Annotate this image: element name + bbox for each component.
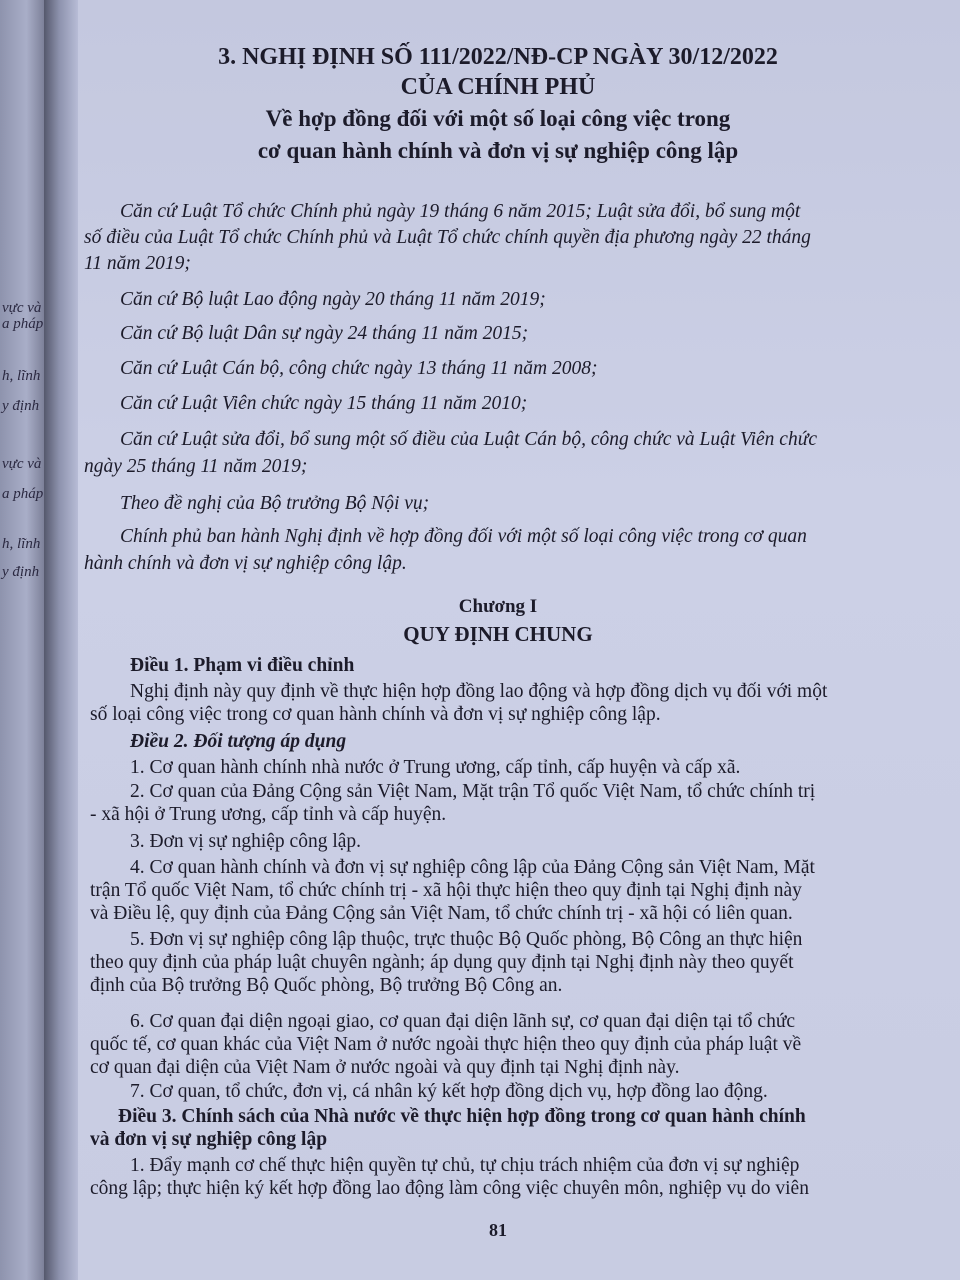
page-content bbox=[78, 0, 960, 1280]
body-line: định của Bộ trưởng Bộ Quốc phòng, Bộ trưởng Bộ Công an. bbox=[90, 975, 563, 996]
book-page bbox=[78, 0, 960, 1280]
body-line: 1. Đẩy mạnh cơ chế thực hiện quyền tự chủ, tự chịu trách nhiệm của đơn vị sự nghiệp bbox=[130, 1155, 800, 1176]
body-line: 1. Cơ quan hành chính nhà nước ở Trung ương, cấp tỉnh, cấp huyện và cấp xã. bbox=[130, 757, 741, 778]
article-heading: và đơn vị sự nghiệp công lập bbox=[90, 1129, 328, 1150]
preamble-line: Căn cứ Bộ luật Lao động ngày 20 tháng 11 năm 2019; bbox=[120, 289, 546, 310]
margin-fragment: h, lĩnh bbox=[2, 536, 41, 552]
preamble-line: Chính phủ ban hành Nghị định về hợp đồng đối với một số loại công việc trong cơ quan bbox=[120, 526, 807, 547]
margin-fragment: h, lĩnh bbox=[2, 368, 41, 384]
body-line: 2. Cơ quan của Đảng Cộng sản Việt Nam, Mặt trận Tổ quốc Việt Nam, tổ chức chính trị bbox=[130, 781, 816, 802]
page-number: 81 bbox=[489, 1220, 507, 1240]
preamble-line: Căn cứ Luật Tổ chức Chính phủ ngày 19 tháng 6 năm 2015; Luật sửa đổi, bổ sung một bbox=[120, 201, 801, 222]
body-line: 5. Đơn vị sự nghiệp công lập thuộc, trực thuộc Bộ Quốc phòng, Bộ Công an thực hiện bbox=[130, 929, 803, 950]
margin-fragment: vực và bbox=[2, 456, 42, 472]
issuer-title: CỦA CHÍNH PHỦ bbox=[400, 74, 596, 100]
preamble-line: Căn cứ Luật Viên chức ngày 15 tháng 11 năm 2010; bbox=[120, 393, 528, 414]
body-line: theo quy định của pháp luật chuyên ngành; áp dụng quy định tại Nghị định này theo quyết bbox=[90, 952, 794, 973]
body-line: cơ quan đại diện của Việt Nam ở nước ngoài và quy định tại Nghị định này. bbox=[90, 1057, 680, 1078]
body-line: Nghị định này quy định về thực hiện hợp đồng lao động và hợp đồng dịch vụ đối với một bbox=[130, 681, 828, 702]
preamble-line: Theo đề nghị của Bộ trưởng Bộ Nội vụ; bbox=[120, 493, 430, 514]
preamble-line: hành chính và đơn vị sự nghiệp công lập. bbox=[84, 553, 407, 574]
margin-fragment: a pháp bbox=[2, 316, 44, 332]
margin-fragment: y định bbox=[2, 564, 40, 580]
preamble-line: Căn cứ Bộ luật Dân sự ngày 24 tháng 11 năm 2015; bbox=[120, 323, 529, 344]
body-line: - xã hội ở Trung ương, cấp tỉnh và cấp huyện. bbox=[90, 804, 447, 825]
preamble-line: số điều của Luật Tổ chức Chính phủ và Luật Tổ chức chính quyền địa phương ngày 22 tháng bbox=[84, 227, 811, 248]
preamble-line: Căn cứ Luật sửa đổi, bổ sung một số điều của Luật Cán bộ, công chức và Luật Viên chức bbox=[120, 429, 818, 450]
body-line: công lập; thực hiện ký kết hợp đồng lao động làm công việc chuyên môn, nghiệp vụ do viên bbox=[90, 1178, 809, 1199]
body-line: số loại công việc trong cơ quan hành chính và đơn vị sự nghiệp công lập. bbox=[90, 704, 661, 725]
body-line: 6. Cơ quan đại diện ngoại giao, cơ quan đại diện lãnh sự, cơ quan đại diện tại tổ chức bbox=[130, 1011, 796, 1032]
decree-title: 3. NGHỊ ĐỊNH SỐ 111/2022/NĐ-CP NGÀY 30/12/2022 bbox=[218, 44, 778, 70]
decree-subject-line1: Về hợp đồng đối với một số loại công việc trong bbox=[265, 106, 731, 131]
body-line: và Điều lệ, quy định của Đảng Cộng sản Việt Nam, tổ chức chính trị - xã hội có liên quan. bbox=[90, 903, 793, 924]
article-heading: Điều 2. Đối tượng áp dụng bbox=[130, 731, 347, 752]
margin-fragment: a pháp bbox=[2, 486, 44, 502]
body-line: trận Tổ quốc Việt Nam, tổ chức chính trị - xã hội thực hiện theo quy định tại Nghị định này bbox=[90, 880, 802, 901]
chapter-number: Chương I bbox=[458, 596, 538, 617]
article-heading: Điều 3. Chính sách của Nhà nước về thực hiện hợp đồng trong cơ quan hành chính bbox=[118, 1106, 806, 1127]
body-line: 7. Cơ quan, tổ chức, đơn vị, cá nhân ký kết hợp đồng dịch vụ, hợp đồng lao động. bbox=[130, 1081, 768, 1102]
book-gutter bbox=[44, 0, 78, 1280]
chapter-title: QUY ĐỊNH CHUNG bbox=[403, 622, 593, 646]
margin-fragment: vực và bbox=[2, 300, 42, 316]
preamble-line: ngày 25 tháng 11 năm 2019; bbox=[84, 456, 308, 477]
decree-subject-line2: cơ quan hành chính và đơn vị sự nghiệp công lập bbox=[257, 138, 739, 163]
body-line: quốc tế, cơ quan khác của Việt Nam ở nước ngoài thực hiện theo quy định của pháp luật về bbox=[90, 1034, 802, 1055]
margin-fragment: y định bbox=[2, 398, 40, 414]
body-line: 3. Đơn vị sự nghiệp công lập. bbox=[130, 831, 362, 852]
body-line: 4. Cơ quan hành chính và đơn vị sự nghiệp công lập của Đảng Cộng sản Việt Nam, Mặt bbox=[130, 857, 815, 878]
article-heading: Điều 1. Phạm vi điều chỉnh bbox=[130, 655, 355, 676]
preamble-line: 11 năm 2019; bbox=[84, 253, 191, 274]
facing-page-edge bbox=[0, 0, 44, 1280]
preamble-line: Căn cứ Luật Cán bộ, công chức ngày 13 tháng 11 năm 2008; bbox=[120, 358, 598, 379]
